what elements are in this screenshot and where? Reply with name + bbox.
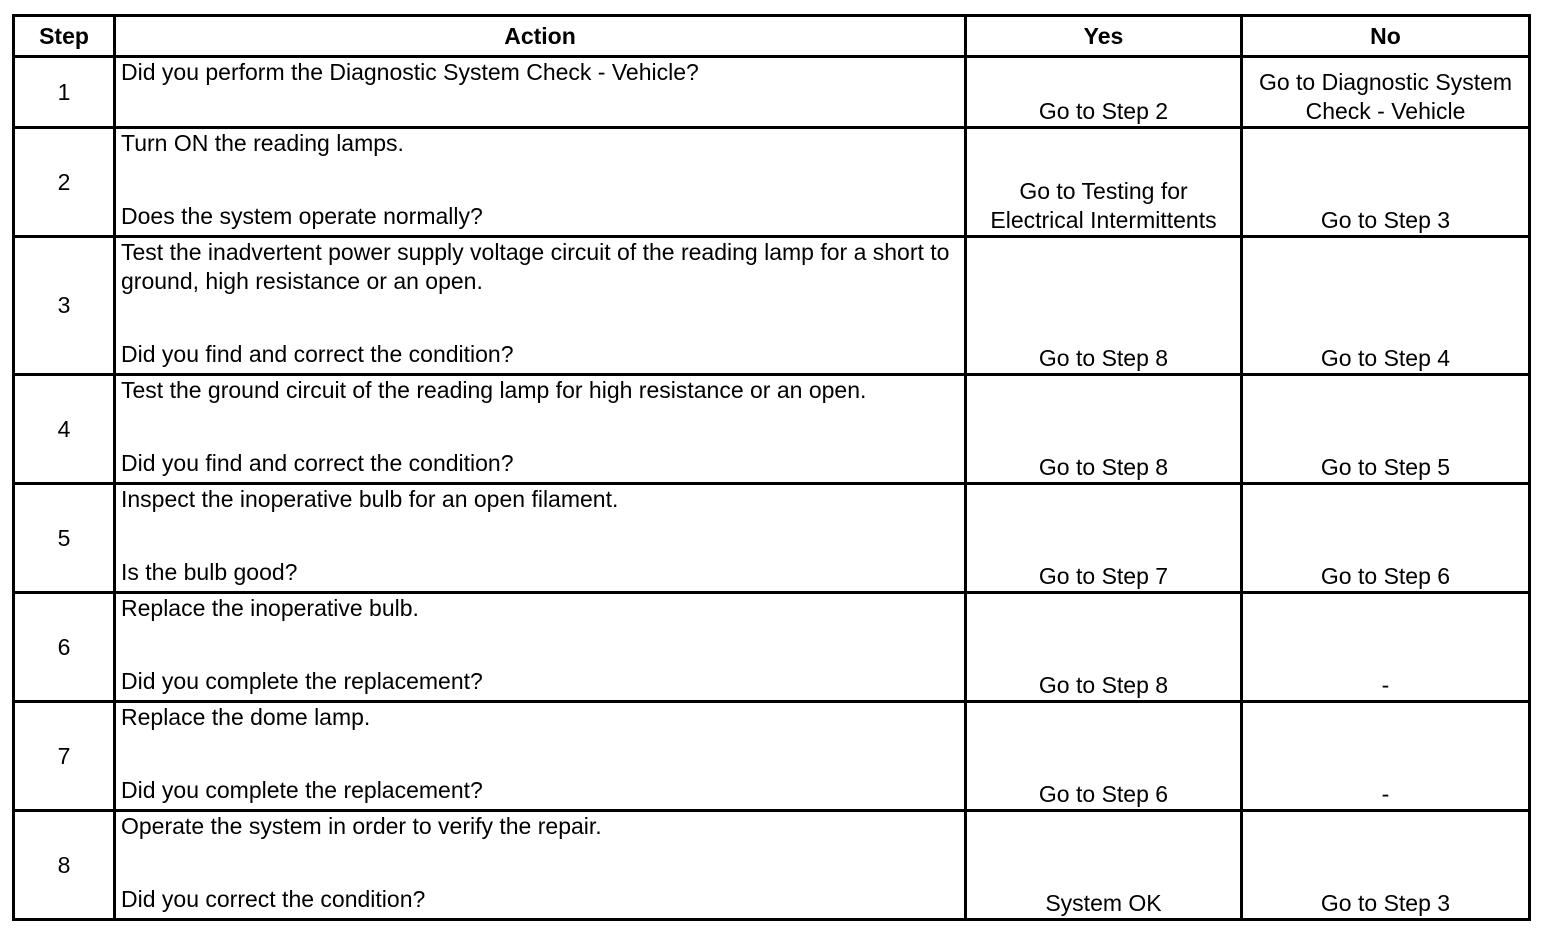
action-cell (115, 375, 966, 484)
action-question: Does the system operate normally? (121, 203, 483, 229)
action-cell (115, 593, 966, 702)
yes-result: Go to Testing for Electrical Intermittents (966, 128, 1242, 237)
table-row (14, 811, 1530, 920)
no-result: - (1242, 702, 1530, 811)
no-result: Go to Diagnostic System Check - Vehicle (1242, 57, 1530, 128)
table-row (14, 128, 1530, 237)
no-result: - (1242, 593, 1530, 702)
yes-result: Go to Step 2 (966, 57, 1242, 128)
yes-result: System OK (966, 811, 1242, 920)
table-row (14, 375, 1530, 484)
action-cell (115, 484, 966, 593)
yes-result: Go to Step 8 (966, 237, 1242, 375)
header-no: No (1242, 16, 1530, 57)
table-row (14, 484, 1530, 593)
action-text: Inspect the inoperative bulb for an open filament. (121, 486, 619, 512)
no-result: Go to Step 5 (1242, 375, 1530, 484)
action-question: Did you correct the condition? (121, 886, 426, 912)
action-question: Did you find and correct the condition? (121, 341, 514, 367)
step-number: 6 (14, 593, 115, 702)
yes-result: Go to Step 8 (966, 593, 1242, 702)
action-text: Did you perform the Diagnostic System Check - Vehicle? (121, 59, 699, 85)
action-question: Did you complete the replacement? (121, 777, 483, 803)
action-question: Did you complete the replacement? (121, 668, 483, 694)
header-step: Step (14, 16, 115, 57)
action-cell (115, 57, 966, 128)
table-row (14, 57, 1530, 128)
header-action: Action (115, 16, 966, 57)
step-number: 2 (14, 128, 115, 237)
action-cell (115, 811, 966, 920)
no-result: Go to Step 3 (1242, 811, 1530, 920)
no-result: Go to Step 6 (1242, 484, 1530, 593)
header-row (14, 16, 1530, 57)
action-question: Is the bulb good? (121, 559, 298, 585)
step-number: 3 (14, 237, 115, 375)
step-number: 8 (14, 811, 115, 920)
action-text: Turn ON the reading lamps. (121, 130, 404, 156)
action-cell (115, 128, 966, 237)
no-result: Go to Step 3 (1242, 128, 1530, 237)
action-text: Replace the inoperative bulb. (121, 595, 419, 621)
action-question: Did you find and correct the condition? (121, 450, 514, 476)
action-cell (115, 702, 966, 811)
no-result: Go to Step 4 (1242, 237, 1530, 375)
diagnostic-table (12, 14, 1531, 921)
table-row (14, 702, 1530, 811)
yes-result: Go to Step 8 (966, 375, 1242, 484)
step-number: 7 (14, 702, 115, 811)
action-text: Test the ground circuit of the reading lamp for high resistance or an open. (121, 377, 867, 403)
yes-result: Go to Step 6 (966, 702, 1242, 811)
action-text: Test the inadvertent power supply voltage circuit of the reading lamp for a short to ground, high resistance or an open. (121, 239, 950, 294)
step-number: 1 (14, 57, 115, 128)
table-row (14, 593, 1530, 702)
yes-result: Go to Step 7 (966, 484, 1242, 593)
step-number: 4 (14, 375, 115, 484)
step-number: 5 (14, 484, 115, 593)
action-text: Operate the system in order to verify the repair. (121, 813, 602, 839)
table-row (14, 237, 1530, 375)
header-yes: Yes (966, 16, 1242, 57)
action-text: Replace the dome lamp. (121, 704, 371, 730)
action-cell (115, 237, 966, 375)
